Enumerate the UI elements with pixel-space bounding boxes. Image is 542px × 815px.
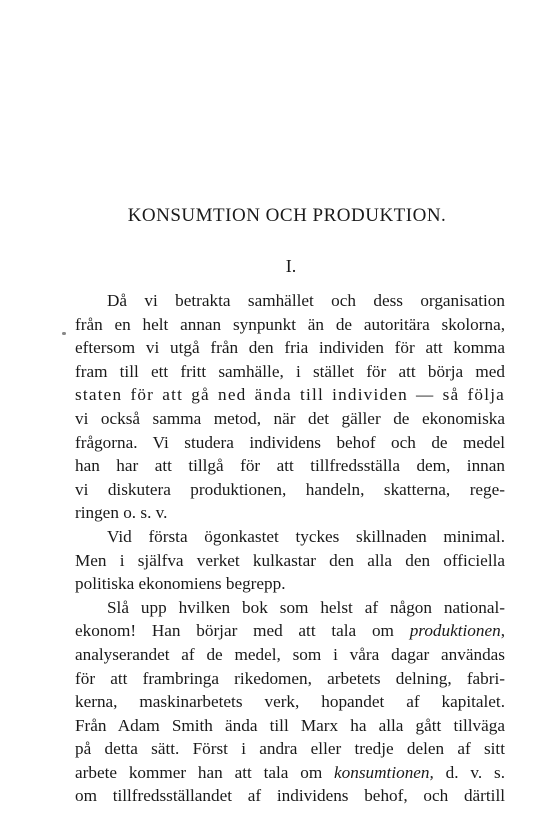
- text-line: fram till ett fritt samhälle, i stället för att börja med: [75, 361, 505, 381]
- text-line: vi diskutera produktionen, handeln, skatterna, rege-: [75, 479, 505, 499]
- text-line: Men i själfva verket kulkastar den alla den officiella: [75, 550, 505, 570]
- text-line: han har att tillgå för att tillfredsställa dem, innan: [75, 456, 505, 476]
- text-line: Vid första ögonkastet tyckes skillnaden minimal.: [107, 526, 505, 546]
- body-text: [75, 289, 505, 808]
- text-line: på detta sätt. Först i andra eller tredje delen af sitt: [75, 739, 505, 759]
- text-line: politiska ekonomiens begrepp.: [75, 574, 286, 594]
- text-line: kerna, maskinarbetets verk, hopandet af kapitalet.: [75, 692, 505, 712]
- text-line: Då vi betrakta samhället och dess organisation: [107, 291, 505, 310]
- emphasized-word: konsumtionen,: [334, 762, 434, 782]
- emphasized-word: produktionen: [409, 621, 501, 641]
- text-line-with-emphasis: arbete kommer han att tala om konsumtionen, d. v. s.: [75, 762, 505, 782]
- text-line: Från Adam Smith ända till Marx ha alla gått tillväga: [75, 715, 505, 735]
- text-line: frågorna. Vi studera individens behof och de medel: [75, 432, 505, 452]
- text-line: om tillfredsställandet af individens behof, och därtill: [75, 786, 505, 806]
- text-line: Slå upp hvilken bok som helst af någon national-: [107, 597, 505, 617]
- text-line-with-emphasis: ekonom! Han börjar med att tala om produktionen,: [75, 621, 505, 641]
- text-line: ringen o. s. v.: [75, 503, 168, 523]
- text-line: eftersom vi utgå från den fria individen för att komma: [75, 338, 505, 358]
- text-line: vi också samma metod, när det gäller de ekonomiska: [75, 408, 505, 428]
- text-line: från en helt annan synpunkt än de autoritära skolorna,: [75, 314, 505, 334]
- text-line: analyserandet af de medel, som i våra dagar användas: [75, 644, 505, 664]
- page-speck: [62, 332, 66, 335]
- section-number: I.: [285, 256, 297, 276]
- chapter-title: KONSUMTION OCH PRODUKTION.: [127, 205, 447, 226]
- text-line: för att frambringa rikedomen, arbetets delning, fabri-: [75, 668, 505, 688]
- text-line: staten för att gå ned ända till individen — så följa: [75, 385, 505, 405]
